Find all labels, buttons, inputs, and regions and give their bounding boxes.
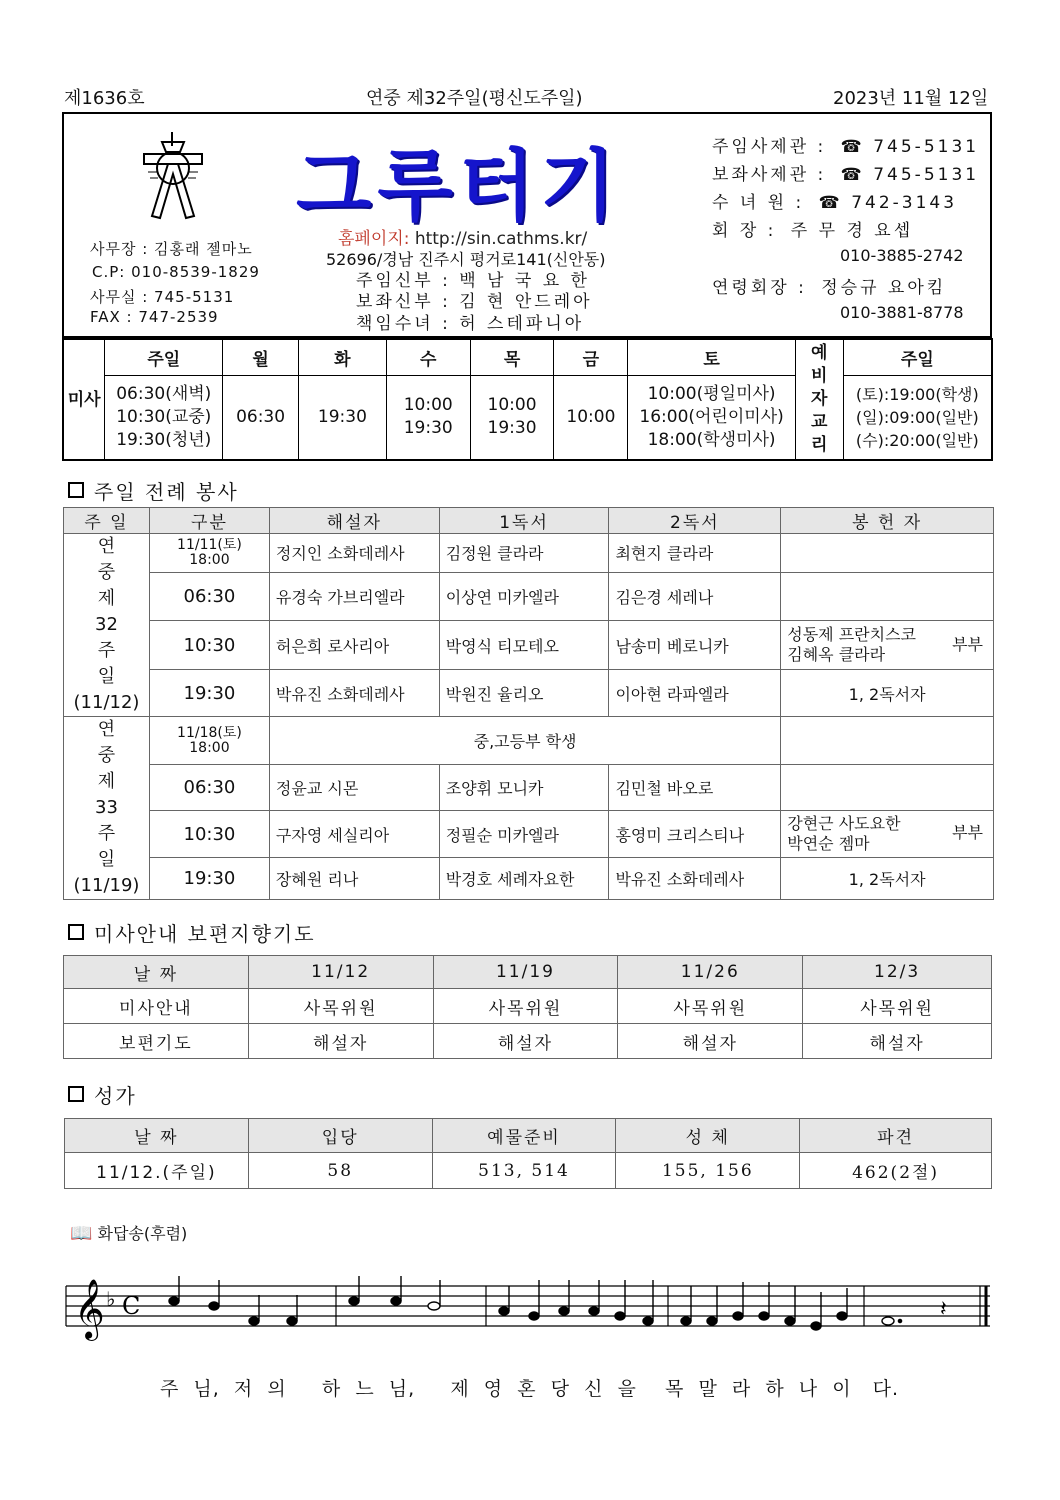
col-tue: 화 [299,339,387,375]
col-sat: 토 [628,339,796,375]
table-row: 06:30 유경숙 가브리엘라 이상연 미카엘라 김은경 세레나 [64,572,994,621]
col-sunday: 주일 [105,339,223,375]
mon-times: 06:30 [223,375,299,460]
bulletin-title: 그루터기 [296,142,622,232]
fax-number: FAX : 747-2539 [90,308,219,326]
checkbox-icon [68,482,84,498]
catechumen-label: 예 비 자 교 리 [795,339,843,460]
guide-table: 날 짜 11/12 11/19 11/26 12/3 미사안내 사목위원 사목위원 사목위원 사목위원 보편기도 해설자 해설자 해설자 해설자 [63,955,992,1059]
week-label-33: 연 중 제 33 주 일 (11/19) [64,717,150,900]
table-row: 06:30 정윤교 시몬 조양휘 모니카 김민철 바오로 [64,765,994,811]
psalm-music-staff [64,1268,994,1358]
table-row: 19:30 장혜원 리나 박경호 세례자요한 박유진 소화데레사 1, 2독서자 [64,858,994,900]
tue-times: 19:30 [299,375,387,460]
pastor-line: 주임신부 : 백 남 국 요 한 [356,271,590,291]
homepage-label: 홈페이지: [338,229,410,249]
table-row: 19:30 박유진 소화데레사 박원진 율리오 이아현 라파엘라 1, 2독서자 [64,670,994,717]
section-title-liturgy: 주일 전례 봉사 [68,476,239,505]
col-fri: 금 [554,339,628,375]
issue-number: 제1636호 [64,88,145,109]
office-phone: 사무실 : 745-5131 [90,288,235,306]
bulletin-date: 2023년 11월 12일 [833,88,989,109]
week-label-32: 연 중 제 32 주 일 (11/12) [64,534,150,717]
table-row: 11/12.(주일) 58 513, 514 155, 156 462(2절) [65,1153,992,1189]
thu-times: 10:00 19:30 [470,375,554,460]
svg-text:𝄽: 𝄽 [940,1297,947,1322]
wed-times: 10:00 19:30 [386,375,470,460]
mass-schedule-table [62,338,993,461]
col-wed: 수 [386,339,470,375]
open-book-icon: 📖 [70,1223,93,1244]
fri-times: 10:00 [554,375,628,460]
office-chief: 사무장 : 김홍래 젤마노 [90,240,253,258]
sat-times: 10:00(평일미사) 16:00(어린이미사) 18:00(학생미사) [628,375,796,460]
church-emblem-icon [138,128,208,222]
mass-row-label: 미사 [63,339,105,460]
col-sunday-2: 주일 [843,339,992,375]
svg-text:C: C [122,1292,141,1320]
homepage-link[interactable]: http://sin.cathms.kr/ [414,229,588,249]
sunday-times: 06:30(새벽) 10:30(교중) 19:30(청년) [105,375,223,460]
contact-row: 010-3881-8778 [840,303,964,322]
table-row: 보편기도 해설자 해설자 해설자 해설자 [64,1024,992,1059]
sister-line: 책임수녀 : 허 스테파니아 [356,314,585,334]
psalm-lyrics: 주 님, 저 의 하 느 님, 제 영 혼 당 신 을 목 말 라 하 나 이 다. [160,1378,900,1400]
homepage-line [338,224,587,249]
office-chief-phone: C.P: 010-8539-1829 [92,263,260,281]
contact-row: 010-3885-2742 [840,246,964,265]
section-title-guide: 미사안내 보편지향기도 [68,918,316,947]
table-row: 연 중 제 32 주 일 (11/12) 11/11(토) 18:00 정지인 소화데레사 김정원 클라라 최현지 클라라 [64,534,994,573]
liturgy-table: 주 일 구분 해설자 1독서 2독서 봉 헌 자 연 중 제 32 주 일 (11/12) 11/11(토) 18:00 정지인 소화데레사 김정원 클라라 최현지 클라라 06:30 유경숙 가브리엘라 이상연 미카엘라 김은경 세레나 10:30 허은희 로사리아 박영식 티모테오 남송미 베로니카 성동제 프란치스코 김혜옥 클라라 부부 19:30 박유진 소화데레사 박원진 율리오 이아현 라파엘라 1, 2독서자 연 중 제 33 주 일 (11/19) 11/18(토) 18:00 중,고등부 학생 06:30 정윤교 시몬 조양휘 모니카 김민철 바오로 10:30 구자영 세실리아 정필순 미카엘라 홍영미 크리스티나 강현근 사도요한 박연순 젬마 부부 19:30 장혜원 리나 박경호 세례자요한 박유진 소화데레사 1, 2독서자 [63,507,994,900]
contact-row: 연령회장 : 정승규 요아킴 [712,278,947,298]
table-row: 10:30 허은희 로사리아 박영식 티모테오 남송미 베로니카 성동제 프란치스코 김혜옥 클라라 부부 [64,621,994,670]
section-title-hymns: 성가 [68,1080,137,1109]
table-row: 연 중 제 33 주 일 (11/19) 11/18(토) 18:00 중,고등부 학생 [64,717,994,765]
checkbox-icon [68,924,84,940]
catechumen-times: (토):19:00(학생) (일):09:00(일반) (수):20:00(일반) [843,375,992,460]
assistant-pastor-line: 보좌신부 : 김 현 안드레아 [356,292,593,312]
contact-row: 회 장 : 주 무 경 요셉 [712,221,914,241]
parish-address: 52696/경남 진주시 평거로141(신안동) [326,250,606,269]
hymns-table: 날 짜 입당 예물준비 성 체 파견 11/12.(주일) 58 513, 514 155, 156 462(2절) [64,1118,992,1189]
contact-row: 보좌사제관 : ☎ 745-5131 [712,165,980,185]
col-mon: 월 [223,339,299,375]
svg-text:♭: ♭ [106,1287,116,1311]
contact-row: 주임사제관 : ☎ 745-5131 [712,137,980,157]
checkbox-icon [68,1086,84,1102]
liturgical-week: 연중 제32주일(평신도주일) [366,88,583,109]
table-row: 미사안내 사목위원 사목위원 사목위원 사목위원 [64,989,992,1024]
contact-row: 수 녀 원 : ☎ 742-3143 [712,193,958,213]
table-row: 10:30 구자영 세실리아 정필순 미카엘라 홍영미 크리스티나 강현근 사도요한 박연순 젬마 부부 [64,811,994,858]
svg-text:𝄞: 𝄞 [74,1279,105,1339]
col-thu: 목 [470,339,554,375]
psalm-heading: 📖 화답송(후렴) [70,1223,188,1244]
